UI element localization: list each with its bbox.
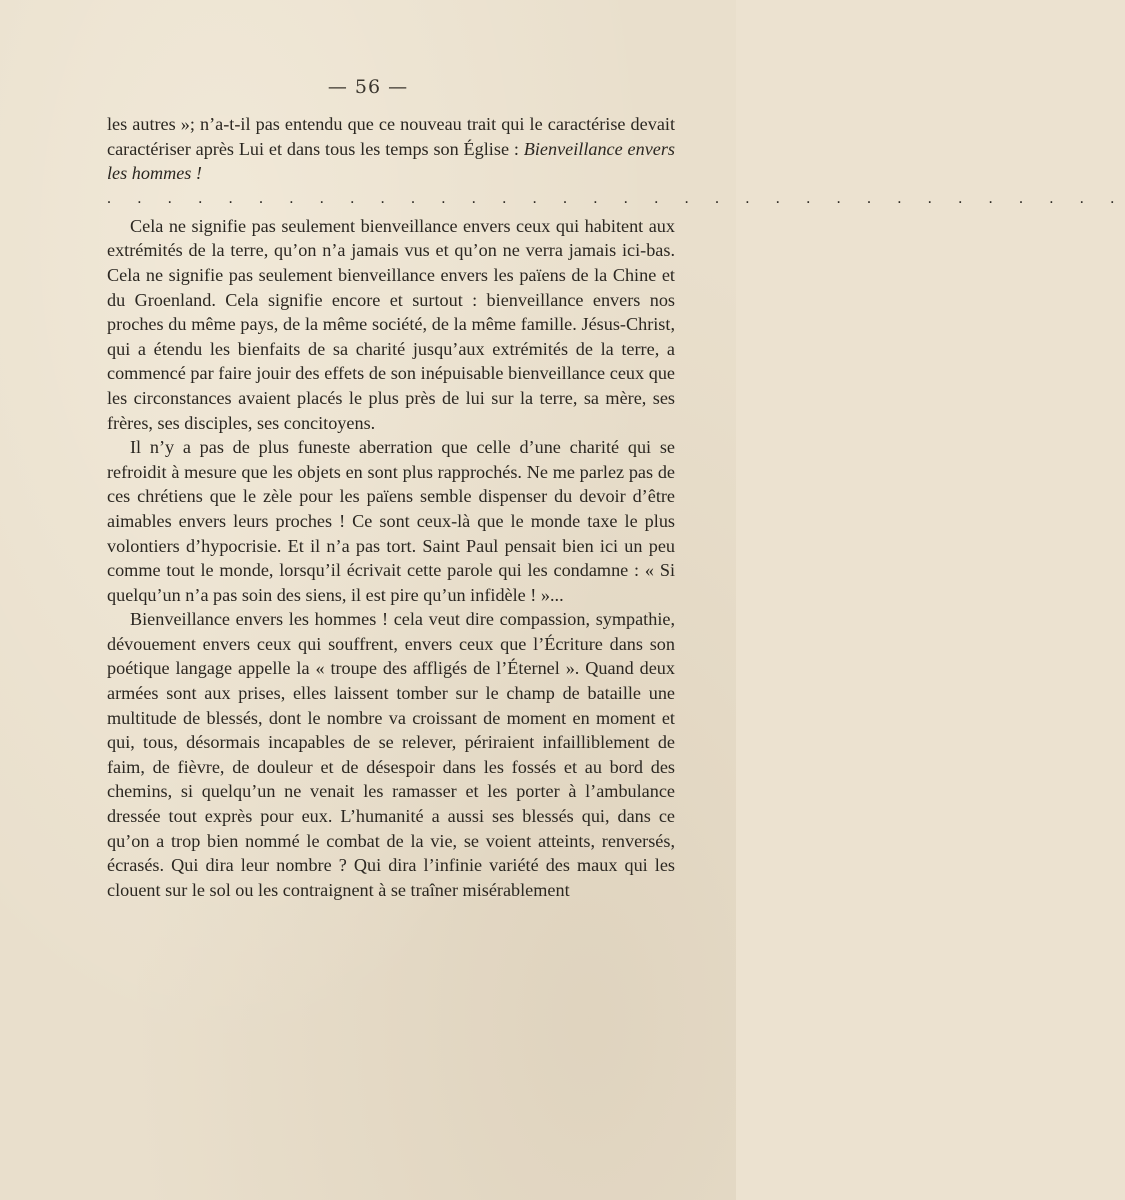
- paragraph: Cela ne signifie pas seulement bienveillance envers ceux qui habitent aux extrémités de la terre, qu’on n’a jamais vus et qu’on ne verra jamais ici-bas. Cela ne signifie pas seulement bienveillance envers les païens de la Chine et du Groenland. Cela signifie encore et surtout : bienveillance envers nos proches du même pays, de la même société, de la même famille. Jésus-Christ, qui a étendu les bienfaits de sa charité jusqu’aux extrémités de la terre, a commencé par faire jouir des effets de son inépuisable bienveillance ceux que les circonstances avaient placés le plus près de lui sur la terre, sa mère, ses frères, ses disciples, ses concitoyens.: [107, 215, 675, 433]
- page-number: — 56 —: [327, 76, 409, 98]
- paragraph-text: les autres »; n’a-t-il pas entendu que ce nouveau trait qui le caractérise devait caractériser après Lui et dans tous les temps son Église :: [107, 114, 675, 159]
- paragraph-continuation: [107, 112, 675, 186]
- ellipsis-separator: . . . . . . . . . . . . . . . . . . . . . . . . . . . . . . . . . .: [107, 189, 1125, 207]
- italic-phrase: Bienveillance envers les hommes !: [107, 138, 675, 184]
- paragraph: Bienveillance envers les hommes ! cela veut dire compassion, sympathie, dévouement envers ceux qui souffrent, envers ceux que l’Écriture dans son poétique langage appelle la « troupe des affligés de l’Éternel ». Quand deux armées sont aux prises, elles laissent tomber sur le champ de bataille une multitude de blessés, dont le nombre va croissant de moment en moment et qui, tous, désormais incapables de se relever, périraient infailliblement de faim, de fièvre, de douleur et de désespoir dans les fossés et au bord des chemins, si quelqu’un ne venait les ramasser et les porter à l’ambulance dressée tout exprès pour eux. L’humanité a aussi ses blessés qui, dans ce qu’on a trop bien nommé le combat de la vie, se voient atteints, renversés, écrasés. Qui dira leur nombre ? Qui dira l’infinie variété des maux qui les clouent sur le sol ou les contraignent à se traîner misérablement: [107, 609, 675, 900]
- body-text: [107, 112, 1125, 902]
- paragraph: Il n’y a pas de plus funeste aberration que celle d’une charité qui se refroidit à mesure que les objets en sont plus rapprochés. Ne me parlez pas de ces chrétiens que le zèle pour les païens semble dispenser du devoir d’être aimables envers leurs proches ! Ce sont ceux-là que le monde taxe le plus volontiers d’hypocrisie. Et il n’a pas tort. Saint Paul pensait bien ici un peu comme tout le monde, lorsqu’il écrivait cette parole qui les condamne : « Si quelqu’un n’a pas soin des siens, il est pire qu’un infidèle ! »...: [107, 437, 675, 605]
